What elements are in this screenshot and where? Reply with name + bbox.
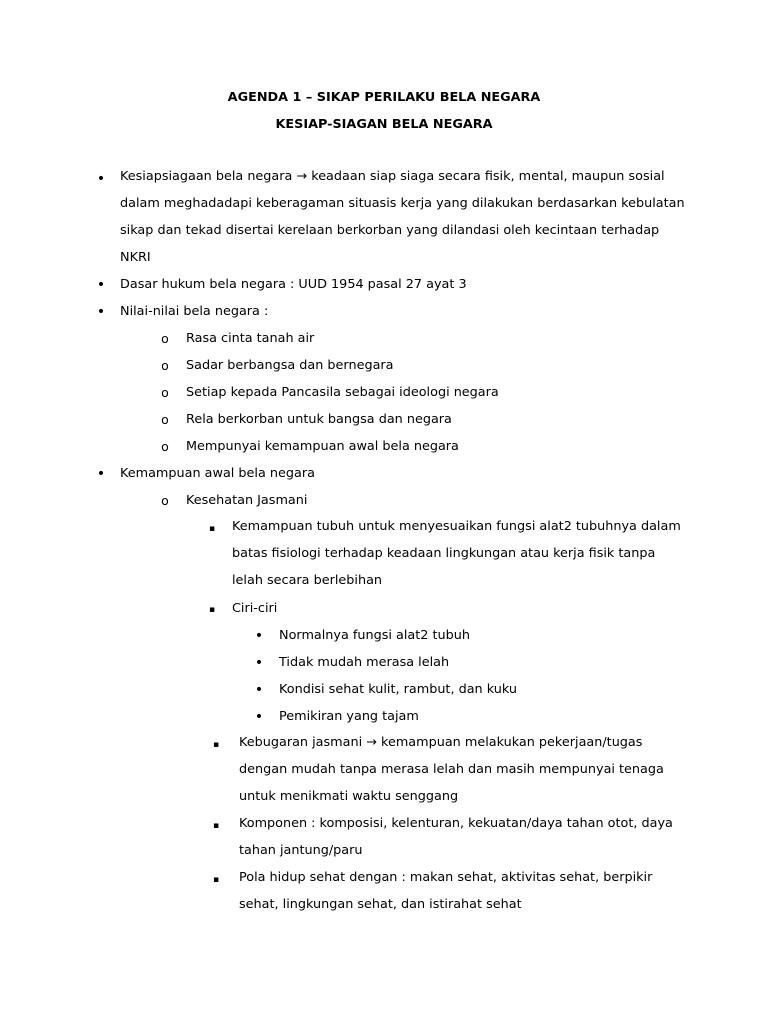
list-circle-marker: o [161, 412, 169, 427]
list-item-ciri: Tidak mudah merasa lelah [279, 655, 450, 670]
list-square-marker: ▪ [212, 821, 220, 831]
text-line: batas fisiologi terhadap keadaan lingkungan atau kerja fisik tanpa [232, 546, 656, 561]
list-item-kebugaran [239, 729, 759, 810]
text-line: Kemampuan tubuh untuk menyesuaikan fungsi alat2 tubuhnya dalam [232, 519, 681, 534]
list-item-ciri-heading: Ciri-ciri [232, 601, 278, 616]
text-line: Kesiapsiagaan bela negara → keadaan siap siaga secara fisik, mental, maupun sosial [120, 169, 665, 184]
text-line: sehat, lingkungan sehat, dan istirahat sehat [239, 897, 522, 912]
list-item-nilai: Sadar berbangsa dan bernegara [186, 358, 394, 373]
text-line: Pola hidup sehat dengan : makan sehat, aktivitas sehat, berpikir [239, 870, 653, 885]
list-circle-marker: o [161, 331, 169, 346]
list-bullet: • [96, 304, 106, 320]
list-item-kemampuan-heading: Kemampuan awal bela negara [120, 466, 315, 481]
list-bullet: • [254, 682, 264, 698]
text-line: Komponen : komposisi, kelenturan, kekuatan/daya tahan otot, daya [239, 816, 673, 831]
list-bullet: • [96, 171, 106, 187]
list-circle-marker: o [161, 385, 169, 400]
text-line: dengan mudah tanpa merasa lelah dan masih mempunyai tenaga [239, 762, 664, 777]
text-line: dalam meghadadapi keberagaman situasis kerja yang dilakukan berdasarkan kebulatan [120, 196, 685, 211]
list-bullet: • [96, 277, 106, 293]
list-bullet: • [254, 655, 264, 671]
list-square-marker: ▪ [208, 524, 216, 534]
text-line: tahan jantung/paru [239, 843, 363, 858]
list-item-kesiapsiagaan [120, 163, 760, 271]
list-item-nilai: Setiap kepada Pancasila sebagai ideologi negara [186, 385, 499, 400]
list-circle-marker: o [161, 358, 169, 373]
list-item-kemampuan-tubuh [232, 513, 752, 594]
document-title: AGENDA 1 – SIKAP PERILAKU BELA NEGARA [227, 90, 541, 105]
list-bullet: • [96, 466, 106, 482]
list-item-ciri: Kondisi sehat kulit, rambut, dan kuku [279, 682, 517, 697]
list-item-kesehatan-heading: Kesehatan Jasmani [186, 493, 308, 508]
list-circle-marker: o [161, 493, 169, 508]
list-square-marker: ▪ [208, 605, 216, 615]
list-item-pola-hidup [239, 864, 759, 918]
text-line: Kebugaran jasmani → kemampuan melakukan pekerjaan/tugas [239, 735, 643, 750]
list-item-nilai-heading: Nilai-nilai bela negara : [120, 304, 269, 319]
list-square-marker: ▪ [212, 875, 220, 885]
list-item-nilai: Rasa cinta tanah air [186, 331, 315, 346]
list-item-komponen [239, 810, 759, 864]
text-line: untuk menikmati waktu senggang [239, 789, 459, 804]
list-item-dasar-hukum: Dasar hukum bela negara : UUD 1954 pasal 27 ayat 3 [120, 277, 467, 292]
text-line: sikap dan tekad disertai kerelaan berkorban yang dilandasi oleh kecintaan terhadap [120, 223, 660, 238]
text-line: NKRI [120, 250, 151, 265]
list-circle-marker: o [161, 439, 169, 454]
document-subtitle: KESIAP-SIAGAN BELA NEGARA [275, 117, 493, 132]
list-item-ciri: Pemikiran yang tajam [279, 709, 419, 724]
list-square-marker: ▪ [212, 740, 220, 750]
text-line: lelah secara berlebihan [232, 573, 383, 588]
list-bullet: • [254, 628, 264, 644]
list-bullet: • [254, 709, 264, 725]
list-item-nilai: Mempunyai kemampuan awal bela negara [186, 439, 459, 454]
list-item-ciri: Normalnya fungsi alat2 tubuh [279, 628, 470, 643]
list-item-nilai: Rela berkorban untuk bangsa dan negara [186, 412, 452, 427]
